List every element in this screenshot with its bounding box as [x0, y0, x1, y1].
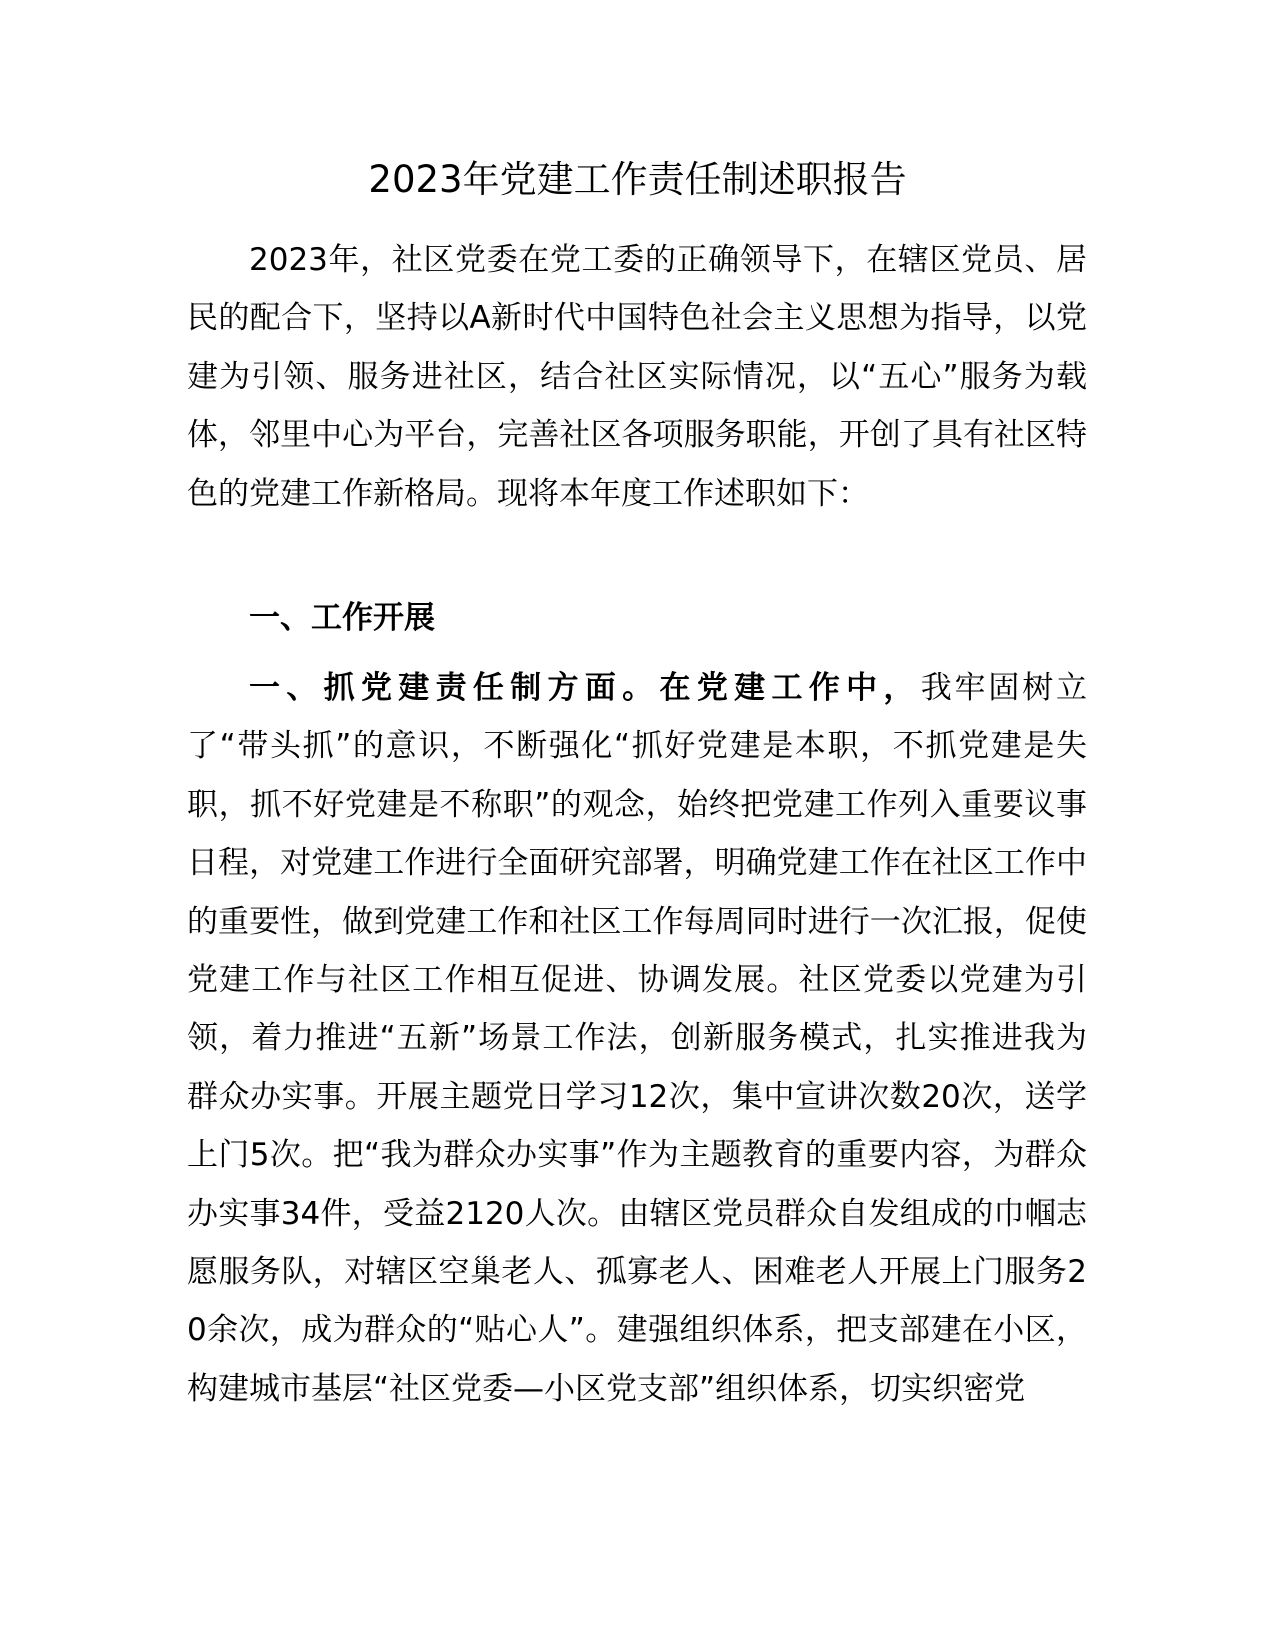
section-paragraph	[187, 659, 1087, 1479]
section-heading: 一、工作开展	[249, 600, 435, 636]
section-body-text: 我牢固树立了“带头抓”的意识，不断强化“抓好党建是本职，不抓党建是失职，抓不好党建是不称职”的观念，始终把党建工作列入重要议事日程，对党建工作进行全面研究部署，明确党建工作在社区工作中的重要性，做到党建工作和社区工作每周同时进行一次汇报，促使党建工作与社区工作相互促进、协调发展。社区党委以党建为引领，着力推进“五新”场景工作法，创新服务模式，扎实推进我为群众办实事。开展主题党日学习12次，集中宣讲次数20次，送学上门5次。把“我为群众办实事”作为主题教育的重要内容，为群众办实事34件，受益2120人次。由辖区党员群众自发组成的巾帼志愿服务队，对辖区空巢老人、孤寡老人、困难老人开展上门服务20余次，成为群众的“贴心人”。建强组织体系，把支部建在小区，构建城市基层“社区党委—小区党支部”组织体系，切实织密党	[187, 670, 1087, 1407]
intro-paragraph: 2023年，社区党委在党工委的正确领导下，在辖区党员、居民的配合下，坚持以A新时代中国特色社会主义思想为指导，以党建为引领、服务进社区，结合社区实际情况，以“五心”服务为载体，邻里中心为平台，完善社区各项服务职能，开创了具有社区特色的党建工作新格局。现将本年度工作述职如下：	[187, 242, 1087, 512]
section-lead-text: 一、抓党建责任制方面。在党建工作中，	[249, 670, 921, 706]
document-title: 2023年党建工作责任制述职报告	[368, 158, 907, 201]
